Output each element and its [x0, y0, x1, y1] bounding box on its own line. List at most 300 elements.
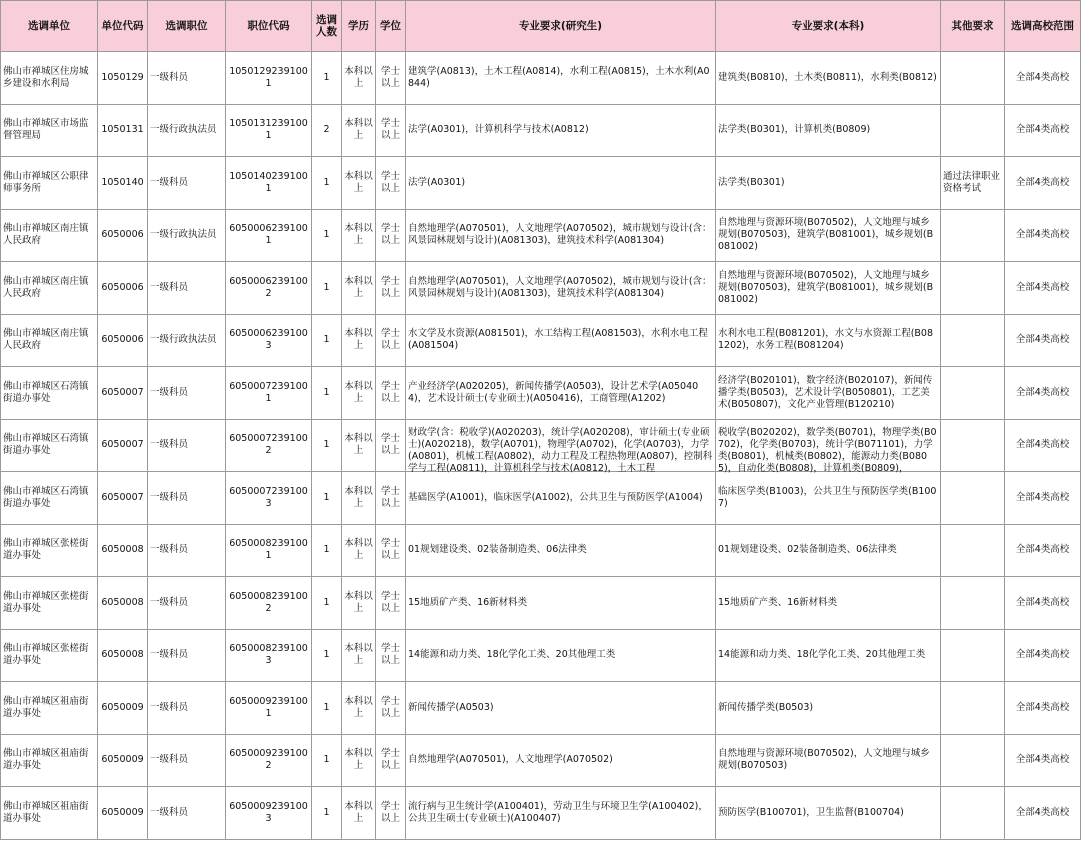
- degree-cell: [376, 104, 406, 157]
- education-cell: [342, 52, 376, 105]
- scope-cell: [1005, 104, 1081, 157]
- position-cell-text: 一级科员: [150, 386, 189, 398]
- position-code-cell: [226, 577, 312, 630]
- position-code-cell: [226, 629, 312, 682]
- education-cell: [342, 314, 376, 367]
- unit-code-cell: [98, 787, 148, 840]
- undergrad-major-cell-text: 水利水电工程(B081201)，水文与水资源工程(B081202)，水务工程(B081204): [718, 328, 934, 352]
- degree-cell-text: 学士以上: [380, 380, 400, 404]
- header-scope: 选调高校范围: [1005, 1, 1081, 52]
- undergrad-major-cell-text: 自然地理与资源环境(B070502)，人文地理与城乡规划(B070503)，建筑学(B081001)，城乡规划(B081002): [718, 269, 934, 305]
- scope-cell: [1005, 419, 1081, 472]
- education-cell-text: 本科以上: [344, 223, 373, 247]
- education-cell: [342, 367, 376, 420]
- education-cell: [342, 577, 376, 630]
- degree-cell-text: 学士以上: [380, 800, 400, 824]
- unit-cell-text: 佛山市禅城区市场监督管理局: [3, 118, 89, 142]
- education-cell: [342, 209, 376, 262]
- header-grad-major: 专业要求(研究生): [406, 1, 716, 52]
- count-cell-text: 1: [323, 754, 330, 766]
- header-position-code: 职位代码: [226, 1, 312, 52]
- education-cell: [342, 472, 376, 525]
- count-cell-text: 1: [323, 806, 330, 818]
- grad-major-cell-text: 法学(A0301)，计算机科学与技术(A0812): [408, 124, 589, 136]
- unit-code-cell: [98, 314, 148, 367]
- scope-cell-text: 全部4类高校: [1015, 596, 1070, 608]
- position-cell-text: 一级行政执法员: [150, 124, 217, 136]
- count-cell-text: 1: [323, 544, 330, 556]
- degree-cell-text: 学士以上: [380, 328, 400, 352]
- header-row: [1, 1, 1081, 52]
- unit-code-cell: [98, 524, 148, 577]
- unit-cell-text: 佛山市禅城区祖庙街道办事处: [3, 748, 89, 772]
- position-cell: [148, 157, 226, 210]
- table-row: [1, 524, 1081, 577]
- position-cell-text: 一级科员: [150, 596, 189, 608]
- other-req-cell: [941, 682, 1005, 735]
- position-code-cell-text: 60500092391001: [229, 695, 308, 719]
- table-row: [1, 787, 1081, 840]
- count-cell: [312, 629, 342, 682]
- degree-cell: [376, 157, 406, 210]
- position-code-cell: [226, 787, 312, 840]
- unit-code-cell: [98, 734, 148, 787]
- degree-cell-text: 学士以上: [380, 695, 400, 719]
- unit-code-cell: [98, 104, 148, 157]
- undergrad-major-cell-text: 建筑类(B0810)，土木类(B0811)，水利类(B0812): [718, 71, 937, 83]
- undergrad-major-cell-text: 预防医学(B100701)，卫生监督(B100704): [718, 806, 904, 818]
- degree-cell-text: 学士以上: [380, 748, 400, 772]
- unit-cell: [1, 104, 98, 157]
- position-cell: [148, 104, 226, 157]
- education-cell-text: 本科以上: [344, 65, 373, 89]
- count-cell-text: 1: [323, 491, 330, 503]
- other-req-cell: [941, 104, 1005, 157]
- other-req-cell: [941, 209, 1005, 262]
- degree-cell-text: 学士以上: [380, 170, 400, 194]
- count-cell-text: 1: [323, 701, 330, 713]
- undergrad-major-cell-text: 法学类(B0301): [718, 176, 785, 188]
- position-code-cell-text: 60500082391002: [229, 590, 308, 614]
- unit-code-cell-text: 6050007: [101, 439, 144, 451]
- unit-code-cell: [98, 682, 148, 735]
- degree-cell: [376, 314, 406, 367]
- other-req-cell: [941, 52, 1005, 105]
- other-req-cell: [941, 367, 1005, 420]
- position-code-cell-text: 60500072391001: [229, 380, 308, 404]
- degree-cell: [376, 734, 406, 787]
- grad-major-cell-text: 水文学及水资源(A081501)，水工结构工程(A081503)，水利水电工程(A081504): [408, 328, 708, 352]
- education-cell-text: 本科以上: [344, 328, 373, 352]
- degree-cell: [376, 52, 406, 105]
- grad-major-cell-text: 新闻传播学(A0503): [408, 701, 494, 713]
- count-cell: [312, 787, 342, 840]
- grad-major-cell: [406, 262, 716, 315]
- scope-cell-text: 全部4类高校: [1015, 229, 1070, 241]
- unit-cell: [1, 524, 98, 577]
- position-code-cell-text: 60500062391001: [229, 223, 308, 247]
- unit-code-cell-text: 6050009: [101, 806, 144, 818]
- unit-code-cell-text: 1050140: [101, 176, 144, 188]
- unit-code-cell-text: 6050009: [101, 701, 144, 713]
- unit-code-cell: [98, 52, 148, 105]
- undergrad-major-cell-text: 税收学(B020202)，数学类(B0701)，物理学类(B0702)，化学类(B0703)，统计学(B071101)，力学类(B0801)，机械类(B0802)，能源动力类(B0805)，自动化类(B0808)，计算机类(B0809)，: [718, 427, 937, 475]
- education-cell-text: 本科以上: [344, 170, 373, 194]
- unit-code-cell: [98, 367, 148, 420]
- position-cell: [148, 577, 226, 630]
- scope-cell: [1005, 524, 1081, 577]
- header-other: 其他要求: [941, 1, 1005, 52]
- scope-cell: [1005, 734, 1081, 787]
- position-code-cell: [226, 314, 312, 367]
- education-cell-text: 本科以上: [344, 695, 373, 719]
- undergrad-major-cell-text: 自然地理与资源环境(B070502)，人文地理与城乡规划(B070503): [718, 748, 930, 772]
- count-cell: [312, 734, 342, 787]
- unit-code-cell: [98, 577, 148, 630]
- position-code-cell-text: 60500082391003: [229, 643, 308, 667]
- grad-major-cell: [406, 157, 716, 210]
- scope-cell: [1005, 209, 1081, 262]
- education-cell-text: 本科以上: [344, 748, 373, 772]
- position-cell: [148, 524, 226, 577]
- unit-cell: [1, 52, 98, 105]
- unit-cell: [1, 367, 98, 420]
- scope-cell: [1005, 314, 1081, 367]
- undergrad-major-cell: [716, 157, 941, 210]
- grad-major-cell-text: 法学(A0301): [408, 176, 466, 188]
- grad-major-cell-text: 产业经济学(A020205)，新闻传播学(A0503)，设计艺术学(A050404)，艺术设计硕士(专业硕士)(A050416)，工商管理(A1202): [408, 380, 699, 404]
- position-code-cell: [226, 262, 312, 315]
- grad-major-cell: [406, 314, 716, 367]
- unit-cell: [1, 157, 98, 210]
- other-req-cell: [941, 734, 1005, 787]
- undergrad-major-cell: [716, 734, 941, 787]
- position-code-cell-text: 60500072391002: [229, 433, 308, 457]
- header-count: 选调人数: [312, 1, 342, 52]
- degree-cell-text: 学士以上: [380, 223, 400, 247]
- scope-cell-text: 全部4类高校: [1015, 124, 1070, 136]
- grad-major-cell-text: 财政学(含：税收学)(A020203)，统计学(A020208)，审计硕士(专业硕士)(A020218)，数学(A0701)，物理学(A0702)，化学(A0703)，力学(A0801)，机械工程(A0802)，动力工程及工程热物理(A0807)，控制科学与工程(A0811)，计算机科学与技术(A0812)，土木工程: [408, 427, 713, 475]
- position-cell-text: 一级科员: [150, 439, 189, 451]
- count-cell: [312, 367, 342, 420]
- undergrad-major-cell-text: 新闻传播学类(B0503): [718, 701, 814, 713]
- scope-cell: [1005, 577, 1081, 630]
- degree-cell-text: 学士以上: [380, 485, 400, 509]
- unit-cell-text: 佛山市禅城区公职律师事务所: [3, 170, 89, 194]
- grad-major-cell-text: 建筑学(A0813)，土木工程(A0814)，水利工程(A0815)，土木水利(A0844): [408, 65, 710, 89]
- education-cell-text: 本科以上: [344, 800, 373, 824]
- unit-code-cell: [98, 262, 148, 315]
- grad-major-cell-text: 14能源和动力类、18化学化工类、20其他理工类: [408, 649, 616, 661]
- grad-major-cell-text: 自然地理学(A070501)，人文地理学(A070502)，城市规划与设计(含：风景园林规划与设计)(A081303)，建筑技术科学(A081304): [408, 275, 712, 299]
- scope-cell-text: 全部4类高校: [1015, 281, 1070, 293]
- scope-cell: [1005, 157, 1081, 210]
- position-cell: [148, 629, 226, 682]
- scope-cell-text: 全部4类高校: [1015, 701, 1070, 713]
- scope-cell: [1005, 472, 1081, 525]
- education-cell-text: 本科以上: [344, 380, 373, 404]
- table-row: [1, 209, 1081, 262]
- count-cell: [312, 682, 342, 735]
- unit-code-cell-text: 6050008: [101, 544, 144, 556]
- scope-cell-text: 全部4类高校: [1015, 439, 1070, 451]
- grad-major-cell-text: 15地质矿产类、16新材料类: [408, 596, 528, 608]
- unit-cell-text: 佛山市禅城区张槎街道办事处: [3, 590, 89, 614]
- table-row: [1, 52, 1081, 105]
- degree-cell: [376, 682, 406, 735]
- table-row: [1, 734, 1081, 787]
- position-code-cell: [226, 52, 312, 105]
- undergrad-major-cell-text: 14能源和动力类、18化学化工类、20其他理工类: [718, 649, 926, 661]
- degree-cell-text: 学士以上: [380, 538, 400, 562]
- undergrad-major-cell: [716, 52, 941, 105]
- degree-cell-text: 学士以上: [380, 65, 400, 89]
- degree-cell: [376, 209, 406, 262]
- table-row: [1, 157, 1081, 210]
- unit-cell: [1, 734, 98, 787]
- degree-cell: [376, 787, 406, 840]
- degree-cell: [376, 577, 406, 630]
- education-cell: [342, 629, 376, 682]
- grad-major-cell: [406, 472, 716, 525]
- undergrad-major-cell: [716, 472, 941, 525]
- grad-major-cell-text: 流行病与卫生统计学(A100401)，劳动卫生与环境卫生学(A100402)，公共卫生硕士(专业硕士)(A100407): [408, 800, 708, 824]
- scope-cell-text: 全部4类高校: [1015, 754, 1070, 766]
- unit-cell-text: 佛山市禅城区石湾镇街道办事处: [3, 485, 89, 509]
- grad-major-cell: [406, 524, 716, 577]
- header-position: 选调职位: [148, 1, 226, 52]
- count-cell: [312, 472, 342, 525]
- count-cell: [312, 524, 342, 577]
- count-cell: [312, 209, 342, 262]
- education-cell: [342, 734, 376, 787]
- grad-major-cell-text: 基础医学(A1001)，临床医学(A1002)，公共卫生与预防医学(A1004): [408, 491, 703, 503]
- undergrad-major-cell: [716, 419, 941, 475]
- header-education: 学历: [342, 1, 376, 52]
- unit-code-cell-text: 6050008: [101, 596, 144, 608]
- position-cell-text: 一级科员: [150, 806, 189, 818]
- degree-cell-text: 学士以上: [380, 275, 400, 299]
- position-cell-text: 一级科员: [150, 176, 189, 188]
- position-code-cell-text: 10501312391001: [229, 118, 308, 142]
- position-cell-text: 一级科员: [150, 71, 189, 83]
- unit-cell-text: 佛山市禅城区南庄镇人民政府: [3, 328, 89, 352]
- unit-code-cell: [98, 157, 148, 210]
- position-code-cell-text: 60500092391003: [229, 800, 308, 824]
- unit-code-cell-text: 6050007: [101, 491, 144, 503]
- position-cell: [148, 787, 226, 840]
- position-code-cell-text: 60500062391003: [229, 328, 308, 352]
- position-code-cell: [226, 734, 312, 787]
- table-row: [1, 262, 1081, 315]
- count-cell-text: 1: [323, 281, 330, 293]
- table-row: [1, 419, 1081, 472]
- position-cell-text: 一级科员: [150, 544, 189, 556]
- grad-major-cell: [406, 682, 716, 735]
- unit-code-cell-text: 6050009: [101, 754, 144, 766]
- count-cell-text: 2: [323, 124, 330, 136]
- grad-major-cell: [406, 787, 716, 840]
- grad-major-cell: [406, 367, 716, 420]
- position-code-cell: [226, 157, 312, 210]
- grad-major-cell: [406, 52, 716, 105]
- degree-cell-text: 学士以上: [380, 118, 400, 142]
- degree-cell: [376, 472, 406, 525]
- table-row: [1, 314, 1081, 367]
- count-cell: [312, 577, 342, 630]
- other-req-cell: [941, 524, 1005, 577]
- position-code-cell-text: 10501292391001: [229, 65, 308, 89]
- scope-cell-text: 全部4类高校: [1015, 176, 1070, 188]
- unit-cell-text: 佛山市禅城区祖庙街道办事处: [3, 695, 89, 719]
- position-cell-text: 一级科员: [150, 491, 189, 503]
- degree-cell: [376, 524, 406, 577]
- unit-cell: [1, 787, 98, 840]
- unit-cell: [1, 629, 98, 682]
- unit-code-cell-text: 6050006: [101, 281, 144, 293]
- unit-code-cell-text: 6050006: [101, 334, 144, 346]
- education-cell: [342, 419, 376, 472]
- position-code-cell: [226, 472, 312, 525]
- count-cell: [312, 52, 342, 105]
- table-row: [1, 629, 1081, 682]
- unit-cell: [1, 472, 98, 525]
- unit-code-cell-text: 6050007: [101, 386, 144, 398]
- degree-cell: [376, 367, 406, 420]
- scope-cell: [1005, 682, 1081, 735]
- degree-cell: [376, 629, 406, 682]
- position-cell-text: 一级科员: [150, 281, 189, 293]
- unit-code-cell-text: 6050008: [101, 649, 144, 661]
- unit-cell: [1, 314, 98, 367]
- scope-cell-text: 全部4类高校: [1015, 386, 1070, 398]
- other-req-cell: [941, 577, 1005, 630]
- unit-code-cell: [98, 472, 148, 525]
- undergrad-major-cell: [716, 629, 941, 682]
- position-cell: [148, 314, 226, 367]
- undergrad-major-cell-text: 自然地理与资源环境(B070502)，人文地理与城乡规划(B070503)，建筑学(B081001)，城乡规划(B081002): [718, 217, 934, 253]
- unit-code-cell-text: 1050131: [101, 124, 144, 136]
- unit-cell-text: 佛山市禅城区石湾镇街道办事处: [3, 433, 89, 457]
- scope-cell-text: 全部4类高校: [1015, 806, 1070, 818]
- scope-cell-text: 全部4类高校: [1015, 71, 1070, 83]
- table-row: [1, 104, 1081, 157]
- position-code-cell: [226, 209, 312, 262]
- count-cell-text: 1: [323, 439, 330, 451]
- undergrad-major-cell: [716, 209, 941, 262]
- table-row: [1, 577, 1081, 630]
- position-cell: [148, 52, 226, 105]
- position-code-cell: [226, 367, 312, 420]
- scope-cell-text: 全部4类高校: [1015, 544, 1070, 556]
- education-cell-text: 本科以上: [344, 118, 373, 142]
- undergrad-major-cell: [716, 314, 941, 367]
- grad-major-cell-text: 自然地理学(A070501)，人文地理学(A070502): [408, 754, 613, 766]
- education-cell-text: 本科以上: [344, 538, 373, 562]
- position-cell: [148, 262, 226, 315]
- undergrad-major-cell: [716, 524, 941, 577]
- position-cell-text: 一级行政执法员: [150, 334, 217, 346]
- header-unit-code: 单位代码: [98, 1, 148, 52]
- scope-cell: [1005, 52, 1081, 105]
- count-cell-text: 1: [323, 386, 330, 398]
- grad-major-cell: [406, 104, 716, 157]
- undergrad-major-cell-text: 01规划建设类、02装备制造类、06法律类: [718, 544, 897, 556]
- unit-cell: [1, 262, 98, 315]
- unit-cell: [1, 209, 98, 262]
- degree-cell-text: 学士以上: [380, 433, 400, 457]
- education-cell-text: 本科以上: [344, 590, 373, 614]
- grad-major-cell: [406, 577, 716, 630]
- unit-cell-text: 佛山市禅城区张槎街道办事处: [3, 643, 89, 667]
- undergrad-major-cell: [716, 262, 941, 315]
- other-req-cell: [941, 787, 1005, 840]
- unit-cell-text: 佛山市禅城区祖庙街道办事处: [3, 800, 89, 824]
- grad-major-cell: [406, 209, 716, 262]
- table-row: [1, 472, 1081, 525]
- undergrad-major-cell-text: 临床医学类(B1003)，公共卫生与预防医学类(B1007): [718, 485, 937, 509]
- undergrad-major-cell: [716, 787, 941, 840]
- education-cell: [342, 787, 376, 840]
- other-req-cell: [941, 157, 1005, 210]
- table-row: [1, 367, 1081, 420]
- header-undergrad-major: 专业要求(本科): [716, 1, 941, 52]
- unit-cell: [1, 682, 98, 735]
- undergrad-major-cell: [716, 367, 941, 420]
- grad-major-cell-text: 01规划建设类、02装备制造类、06法律类: [408, 544, 587, 556]
- table-row: [1, 682, 1081, 735]
- education-cell: [342, 524, 376, 577]
- position-cell-text: 一级科员: [150, 754, 189, 766]
- position-cell: [148, 734, 226, 787]
- scope-cell: [1005, 787, 1081, 840]
- count-cell: [312, 314, 342, 367]
- other-req-cell-text: 通过法律职业资格考试: [943, 170, 1001, 194]
- position-cell: [148, 682, 226, 735]
- position-code-cell-text: 60500082391001: [229, 538, 308, 562]
- unit-cell-text: 佛山市禅城区石湾镇街道办事处: [3, 380, 89, 404]
- scope-cell: [1005, 262, 1081, 315]
- position-code-cell-text: 10501402391001: [229, 170, 308, 194]
- count-cell: [312, 419, 342, 472]
- other-req-cell: [941, 472, 1005, 525]
- position-code-cell: [226, 524, 312, 577]
- unit-cell: [1, 419, 98, 472]
- education-cell-text: 本科以上: [344, 643, 373, 667]
- other-req-cell: [941, 262, 1005, 315]
- unit-cell-text: 佛山市禅城区南庄镇人民政府: [3, 223, 89, 247]
- undergrad-major-cell-text: 法学类(B0301)，计算机类(B0809): [718, 124, 871, 136]
- unit-cell: [1, 577, 98, 630]
- unit-code-cell: [98, 629, 148, 682]
- education-cell-text: 本科以上: [344, 433, 373, 457]
- position-cell: [148, 472, 226, 525]
- education-cell: [342, 104, 376, 157]
- unit-code-cell-text: 1050129: [101, 71, 144, 83]
- count-cell-text: 1: [323, 596, 330, 608]
- unit-cell-text: 佛山市禅城区张槎街道办事处: [3, 538, 89, 562]
- unit-code-cell: [98, 209, 148, 262]
- count-cell-text: 1: [323, 649, 330, 661]
- education-cell: [342, 262, 376, 315]
- count-cell-text: 1: [323, 229, 330, 241]
- position-code-cell: [226, 104, 312, 157]
- unit-code-cell-text: 6050006: [101, 229, 144, 241]
- position-cell-text: 一级行政执法员: [150, 229, 217, 241]
- position-code-cell-text: 60500072391003: [229, 485, 308, 509]
- count-cell-text: 1: [323, 334, 330, 346]
- scope-cell: [1005, 367, 1081, 420]
